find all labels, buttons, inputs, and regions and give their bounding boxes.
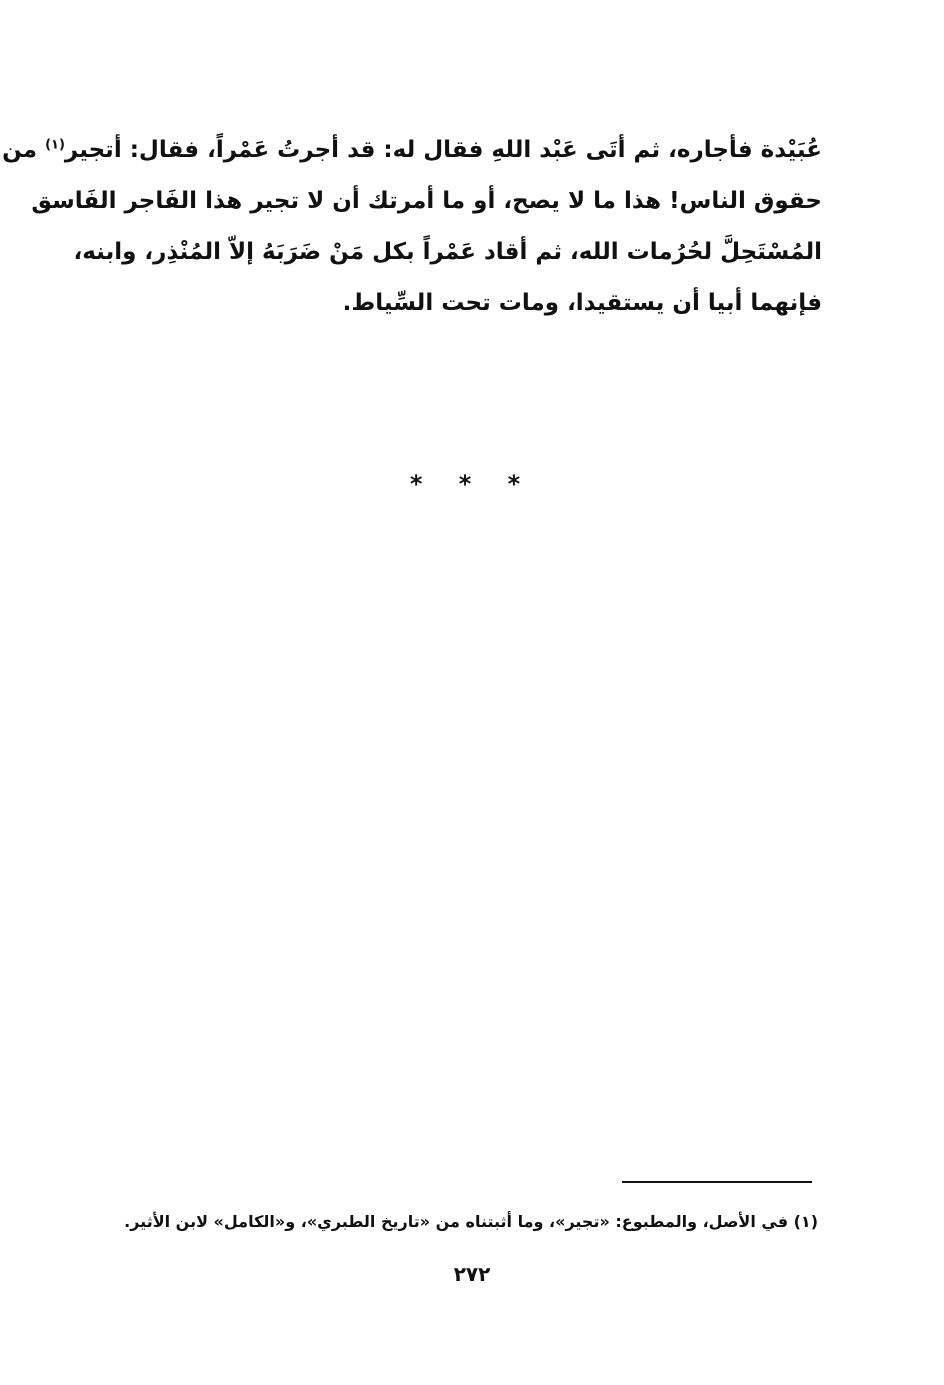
footnote-divider [622, 1181, 812, 1183]
footnote: (١) في الأصل، والمطبوع: «تجير»، وما أثبتناه من «تاريخ الطبري»، و«الكامل» لابن الأثير. [124, 1212, 818, 1231]
page-number: ٢٧٢ [453, 1262, 491, 1286]
paragraph-line-1 [2, 125, 822, 176]
paragraph-line-2: حقوق الناس! هذا ما لا يصح، أو ما أمرتك أن لا تجير هذا الفَاجر الفَاسق [31, 188, 822, 214]
main-paragraph [2, 125, 822, 329]
paragraph-line-1-text: عُبَيْدة فأجاره، ثم أتَى عَبْد اللهِ فقال له: قد أجرتُ عَمْراً، فقال: أتجير [64, 137, 822, 163]
paragraph-line-1-tail: من [2, 137, 46, 163]
paragraph-line-3: المُسْتَحِلَّ لحُرُمات الله، ثم أقاد عَمْراً بكل مَنْ ضَرَبَهُ إلاّ المُنْذِر، وابنه، [73, 239, 822, 265]
footnote-reference: (١) [45, 137, 65, 153]
paragraph-line-4: فإنهما أبيا أن يستقيدا، ومات تحت السِّياط. [342, 290, 822, 316]
section-separator: * * * [409, 470, 535, 498]
